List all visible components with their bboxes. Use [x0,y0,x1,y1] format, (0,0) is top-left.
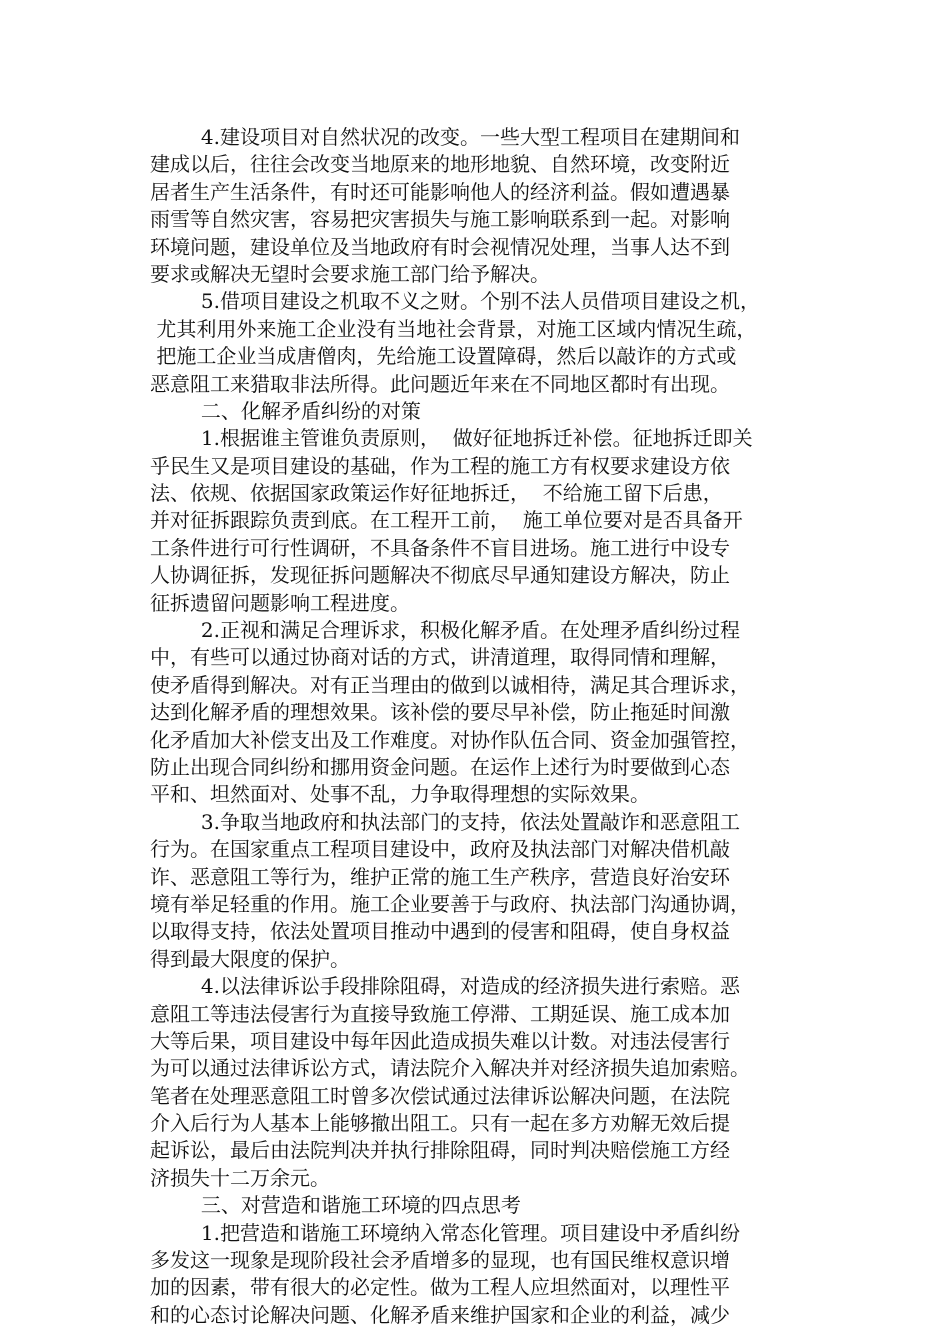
text-line: 工条件进行可行性调研，不具备条件不盲目进场。施工进行中设专 [150,535,730,560]
text-line: 1.把营造和谐施工环境纳入常态化管理。项目建设中矛盾纠纷 [150,1220,740,1245]
text-line: 使矛盾得到解决。对有正当理由的做到以诚相待，满足其合理诉求， [150,672,750,697]
text-line: 多发这一现象是现阶段社会矛盾增多的显现，也有国民维权意识增 [150,1248,730,1273]
text-line: 介入后行为人基本上能够撤出阻工。只有一起在多方劝解无效后提 [150,1111,730,1136]
text-line: 境有举足轻重的作用。施工企业要善于与政府、执法部门沟通协调， [150,891,750,916]
text-line: 并对征拆跟踪负责到底。在工程开工前， 施工单位要对是否具备开 [150,508,743,533]
text-line: 恶意阻工来猎取非法所得。此问题近年来在不同地区都时有出现。 [150,371,730,396]
text-line: 行为。在国家重点工程项目建设中，政府及执法部门对解决借机敲 [150,837,730,862]
section-heading: 三、对营造和谐施工环境的四点思考 [150,1193,521,1218]
text-line: 化矛盾加大补偿支出及工作难度。对协作队伍合同、资金加强管控， [150,727,750,752]
document-body [150,124,810,1329]
text-line: 中，有些可以通过协商对话的方式，讲清道理，取得同情和理解， [150,645,730,670]
text-line: 和的心态讨论解决问题、化解矛盾来维护国家和企业的利益，减少 [150,1302,730,1327]
text-line: 人协调征拆，发现征拆问题解决不彻底尽早通知建设方解决，防止 [150,563,730,588]
text-line: 大等后果，项目建设中每年因此造成损失难以计数。对违法侵害行 [150,1028,730,1053]
text-line: 加的因素，带有很大的必定性。做为工程人应坦然面对，以理性平 [150,1275,730,1300]
text-line: 防止出现合同纠纷和挪用资金问题。在运作上述行为时要做到心态 [150,754,730,779]
text-line: 尤其利用外来施工企业没有当地社会背景，对施工区域内情况生疏， [150,316,757,341]
text-line: 3.争取当地政府和执法部门的支持，依法处置敲诈和恶意阻工 [150,809,740,834]
section-heading: 二、化解矛盾纠纷的对策 [150,398,421,423]
text-line: 以取得支持，依法处置项目推动中遇到的侵害和阻碍，使自身权益 [150,919,730,944]
text-line: 雨雪等自然灾害，容易把灾害损失与施工影响联系到一起。对影响 [150,207,730,232]
text-line: 平和、坦然面对、处事不乱，力争取得理想的实际效果。 [150,782,650,807]
text-line: 建成以后，往往会改变当地原来的地形地貌、自然环境，改变附近 [150,152,730,177]
text-line: 意阻工等违法侵害行为直接导致施工停滞、工期延误、施工成本加 [150,1001,730,1026]
text-line: 为可以通过法律诉讼方式，请法院介入解决并对经济损失追加索赔。 [150,1056,750,1081]
text-line: 达到化解矛盾的理想效果。该补偿的要尽早补偿，防止拖延时间激 [150,700,730,725]
text-line: 4.建设项目对自然状况的改变。一些大型工程项目在建期间和 [150,125,740,149]
text-line: 1.根据谁主管谁负责原则， 做好征地拆迁补偿。征地拆迁即关 [150,426,753,451]
text-line: 居者生产生活条件，有时还可能影响他人的经济利益。假如遭遇暴 [150,179,730,204]
text-line: 5.借项目建设之机取不义之财。个别不法人员借项目建设之机， [150,289,760,314]
text-line: 济损失十二万余元。 [150,1165,330,1190]
text-line: 要求或解决无望时会要求施工部门给予解决。 [150,261,550,286]
text-line: 得到最大限度的保护。 [150,946,350,971]
text-line: 环境问题，建设单位及当地政府有时会视情况处理，当事人达不到 [150,234,730,259]
text-line: 4.以法律诉讼手段排除阻碍，对造成的经济损失进行索赔。恶 [150,974,740,999]
text-line: 征拆遗留问题影响工程进度。 [150,590,410,615]
text-line: 2.正视和满足合理诉求，积极化解矛盾。在处理矛盾纠纷过程 [150,618,740,643]
text-line: 起诉讼，最后由法院判决并执行排除阻碍，同时判决赔偿施工方经 [150,1138,730,1163]
text-line: 把施工企业当成唐僧肉，先给施工设置障碍，然后以敲诈的方式或 [150,344,737,369]
text-line: 法、依规、依据国家政策运作好征地拆迁， 不给施工留下后患， [150,481,723,506]
text-line: 笔者在处理恶意阻工时曾多次偿试通过法律诉讼解决问题，在法院 [150,1083,730,1108]
text-line: 乎民生又是项目建设的基础，作为工程的施工方有权要求建设方依 [150,453,730,478]
text-line: 诈、恶意阻工等行为，维护正常的施工生产秩序，营造良好治安环 [150,864,730,889]
